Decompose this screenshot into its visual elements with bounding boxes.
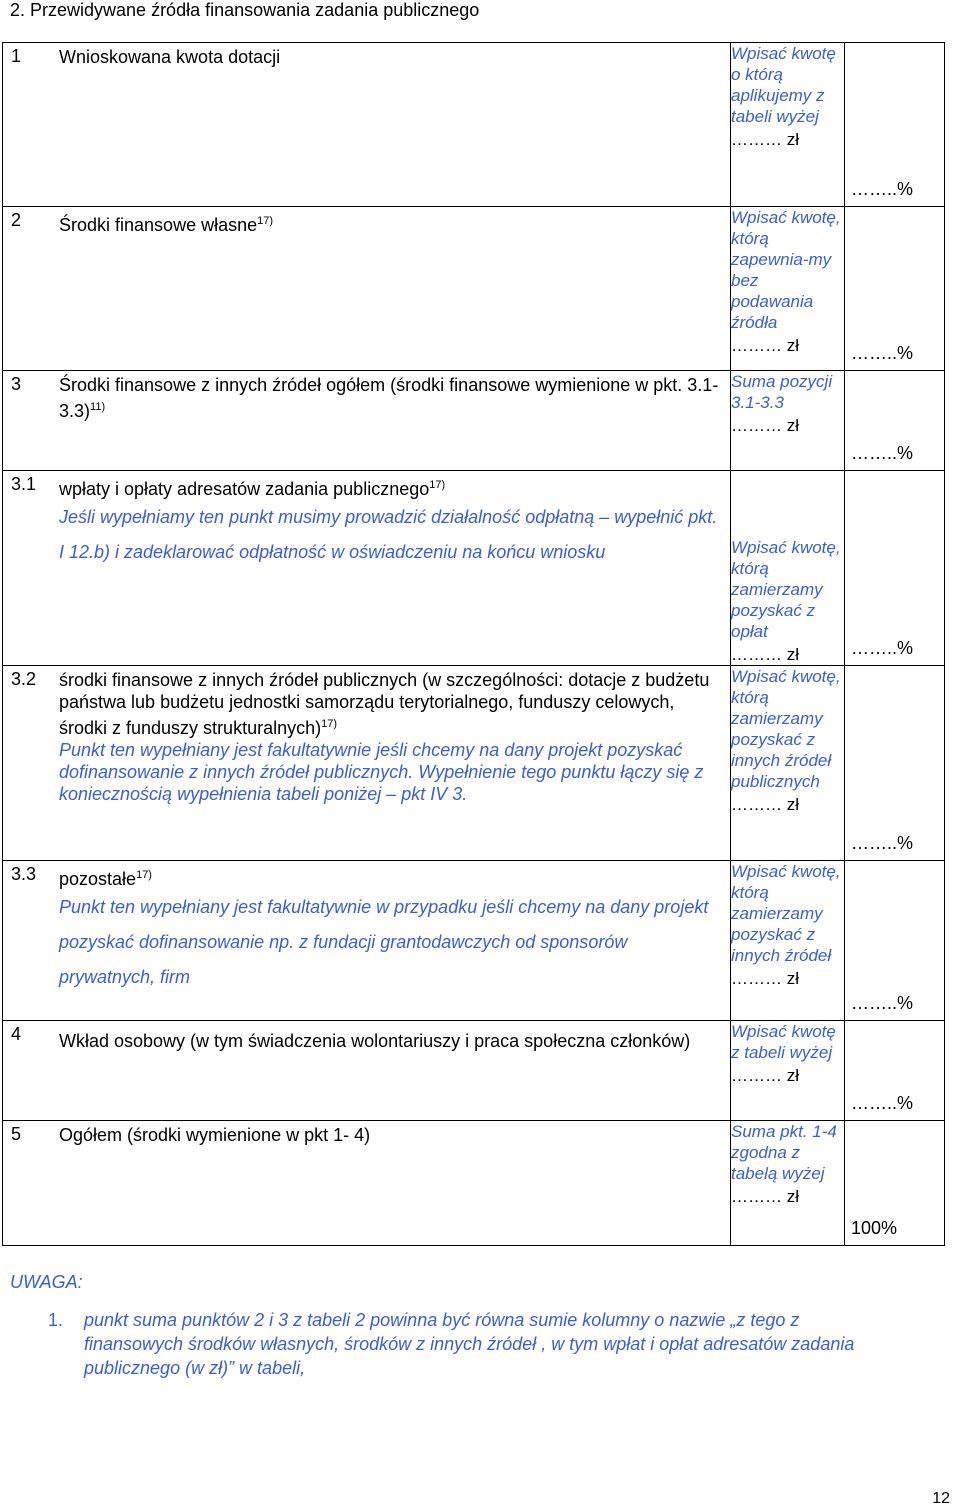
row-label: Ogółem (środki wymienione w pkt 1- 4) — [59, 1125, 371, 1145]
table-row — [3, 861, 945, 1021]
hint-cell[interactable] — [731, 43, 845, 207]
amount-field[interactable]: ……… zł — [731, 645, 799, 664]
instruction-text: Punkt ten wypełniany jest fakultatywnie w przypadku jeśli chcemy na dany projekt pozyskać dofinansowanie np. z fundacji grantodawczych od sponsorów prywatnych, firm — [59, 897, 709, 987]
percent-field[interactable]: ……..% — [851, 443, 914, 463]
hint-cell[interactable] — [731, 666, 845, 861]
percent-field[interactable]: ……..% — [851, 993, 914, 1013]
row-number: 3 — [11, 374, 22, 394]
hint-text: Wpisać kwotę, którą zamierzamy pozyskać z innych źródeł publicznych — [731, 667, 841, 791]
row-label-cell — [3, 207, 731, 371]
page-number: 12 — [932, 1490, 950, 1507]
row-label-cell — [3, 371, 731, 471]
row-label-cell — [3, 861, 731, 1021]
table-row — [3, 43, 945, 207]
row-label: Wnioskowana kwota dotacji — [59, 47, 281, 67]
row-label-cell — [3, 471, 731, 666]
percent-cell[interactable] — [845, 471, 945, 666]
percent-cell[interactable] — [845, 666, 945, 861]
row-number: 3.2 — [11, 669, 37, 689]
row-label: Środki finansowe z innych źródeł ogółem (środki finansowe wymienione w pkt. 3.1-3.3) — [59, 375, 719, 421]
amount-field[interactable]: ……… zł — [731, 1187, 799, 1206]
row-label: Środki finansowe własne — [59, 215, 258, 235]
row-number: 5 — [11, 1124, 22, 1144]
row-label: Wkład osobowy (w tym świadczenia wolontariuszy i praca społeczna członków) — [59, 1031, 691, 1051]
amount-field[interactable]: ……… zł — [731, 416, 799, 435]
footnote-ref: 17) — [321, 718, 338, 730]
note-item-text: punkt suma punktów 2 i 3 z tabeli 2 powinna być równa sumie kolumny o nazwie „z tego z finansowych środków własnych, środków z innych źródeł , w tym wpłat i opłat adresatów zadania publicznego (w zł)” w tabeli, — [84, 1310, 855, 1378]
row-label-cell — [3, 43, 731, 207]
percent-cell[interactable] — [845, 861, 945, 1021]
hint-cell[interactable] — [731, 207, 845, 371]
hint-cell[interactable] — [731, 471, 845, 666]
hint-cell[interactable] — [731, 371, 845, 471]
percent-field[interactable]: ……..% — [851, 833, 914, 853]
instruction-text: Jeśli wypełniamy ten punkt musimy prowadzić działalność odpłatną – wypełnić pkt. I 12.b) i zadeklarować odpłatność w oświadczeniu na końcu wniosku — [59, 507, 718, 562]
note-title: UWAGA: — [10, 1272, 83, 1292]
percent-field[interactable]: ……..% — [851, 638, 914, 658]
table-row — [3, 471, 945, 666]
row-number: 3.3 — [11, 864, 37, 884]
note-item-number: 1. — [48, 1310, 64, 1330]
percent-field[interactable]: ……..% — [851, 179, 914, 199]
table-row — [3, 371, 945, 471]
row-number: 3.1 — [11, 474, 37, 494]
hint-text: Wpisać kwotę, którą zamierzamy pozyskać z opłat — [731, 538, 841, 641]
row-label: środki finansowe z innych źródeł publicznych (w szczególności: dotacje z budżetu państwa lub budżetu jednostki samorządu terytorialnego, funduszy celowych, środki z funduszy strukturalnych) — [59, 670, 710, 738]
footnote-ref: 17) — [136, 869, 152, 881]
percent-cell[interactable] — [845, 371, 945, 471]
row-label: pozostałe — [59, 869, 137, 889]
percent-cell[interactable] — [845, 1021, 945, 1121]
table-row — [3, 1021, 945, 1121]
row-number: 1 — [11, 46, 22, 66]
amount-field[interactable]: ……… zł — [731, 795, 799, 814]
hint-cell[interactable] — [731, 1121, 845, 1246]
amount-field[interactable]: ……… zł — [731, 969, 799, 988]
percent-cell[interactable] — [845, 207, 945, 371]
row-label-cell — [3, 666, 731, 861]
section-heading: 2. Przewidywane źródła finansowania zadania publicznego — [10, 0, 480, 20]
percent-field[interactable]: ……..% — [851, 343, 914, 363]
note-item — [48, 1308, 898, 1380]
table-row — [3, 207, 945, 371]
footnote-ref: 17) — [429, 479, 446, 491]
hint-text: Wpisać kwotę o którą aplikujemy z tabeli wyżej — [731, 44, 836, 126]
percent-field[interactable]: ……..% — [851, 1093, 914, 1113]
percent-cell[interactable] — [845, 43, 945, 207]
percent-cell[interactable] — [845, 1121, 945, 1246]
hint-text: Suma pkt. 1-4 zgodna z tabelą wyżej — [731, 1122, 837, 1183]
footnote-ref: 17) — [257, 215, 274, 227]
hint-text: Wpisać kwotę, którą zapewnia-my bez podawania źródła — [731, 208, 841, 332]
hint-text: Wpisać kwotę, którą zamierzamy pozyskać z innych źródeł — [731, 862, 841, 965]
row-number: 2 — [11, 210, 22, 230]
hint-cell[interactable] — [731, 861, 845, 1021]
table-row — [3, 666, 945, 861]
footnote-ref: 11) — [90, 401, 106, 413]
row-label-cell — [3, 1021, 731, 1121]
hint-text: Wpisać kwotę z tabeli wyżej — [731, 1022, 836, 1062]
hint-cell[interactable] — [731, 1021, 845, 1121]
instruction-text: Punkt ten wypełniany jest fakultatywnie jeśli chcemy na dany projekt pozyskać dofinansowanie z innych źródeł publicznych. Wypełnienie tego punktu łączy się z koniecznością wypełnienia tabeli poniżej – pkt IV 3. — [59, 740, 704, 804]
percent-field[interactable]: 100% — [851, 1218, 898, 1238]
table-row — [3, 1121, 945, 1246]
row-number: 4 — [11, 1024, 22, 1044]
financing-table — [2, 42, 945, 1246]
amount-field[interactable]: ……… zł — [731, 1066, 799, 1085]
amount-field[interactable]: ……… zł — [731, 336, 799, 355]
amount-field[interactable]: ……… zł — [731, 130, 799, 149]
hint-text: Suma pozycji 3.1-3.3 — [731, 372, 833, 412]
row-label-cell — [3, 1121, 731, 1246]
row-label: wpłaty i opłaty adresatów zadania publicznego — [59, 479, 430, 499]
